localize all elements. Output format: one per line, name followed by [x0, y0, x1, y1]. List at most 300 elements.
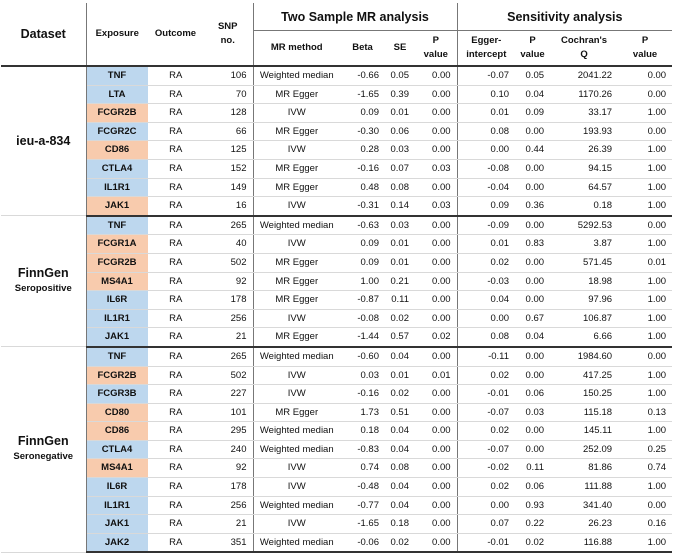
q-p-value-cell: 1.00	[618, 159, 672, 178]
mr-method-cell: Weighted median	[253, 216, 340, 235]
table-row	[1, 309, 672, 328]
cochrans-q-cell: 97.96	[550, 291, 618, 310]
se-cell: 0.14	[385, 197, 415, 216]
egger-intercept-cell: 0.07	[457, 515, 515, 534]
egger-p-value-cell: 0.67	[515, 309, 550, 328]
outcome-cell: RA	[148, 459, 203, 478]
snp-count-cell: 178	[203, 291, 253, 310]
table-row	[1, 272, 672, 291]
outcome-cell: RA	[148, 104, 203, 123]
egger-p-value-cell: 0.06	[515, 478, 550, 497]
cochrans-q-cell: 6.66	[550, 328, 618, 347]
snp-count-cell: 128	[203, 104, 253, 123]
p-value-cell: 0.00	[415, 478, 457, 497]
mr-method-cell: IVW	[253, 235, 340, 254]
snp-count-cell: 256	[203, 309, 253, 328]
mr-method-cell: MR Egger	[253, 122, 340, 141]
cochrans-q-cell: 571.45	[550, 253, 618, 272]
egger-intercept-cell: -0.02	[457, 459, 515, 478]
egger-intercept-cell: 0.09	[457, 197, 515, 216]
egger-intercept-cell: 0.01	[457, 235, 515, 254]
p-value-cell: 0.03	[415, 197, 457, 216]
se-cell: 0.04	[385, 422, 415, 441]
p-value-cell: 0.02	[415, 328, 457, 347]
beta-cell: 0.09	[340, 104, 385, 123]
cochrans-q-cell: 64.57	[550, 178, 618, 197]
egger-intercept-cell: 0.00	[457, 309, 515, 328]
egger-intercept-cell: -0.11	[457, 347, 515, 366]
egger-intercept-cell: -0.09	[457, 216, 515, 235]
mr-method-cell: MR Egger	[253, 85, 340, 104]
q-p-value-cell: 1.00	[618, 385, 672, 404]
exposure-cell: TNF	[86, 347, 148, 366]
mr-method-cell: MR Egger	[253, 159, 340, 178]
table-row	[1, 403, 672, 422]
cochrans-q-cell: 1984.60	[550, 347, 618, 366]
p-value-cell: 0.00	[415, 422, 457, 441]
exposure-cell: FCGR2C	[86, 122, 148, 141]
q-p-value-cell: 1.00	[618, 197, 672, 216]
snp-count-cell: 256	[203, 496, 253, 515]
mr-method-cell: IVW	[253, 515, 340, 534]
mr-method-cell: MR Egger	[253, 403, 340, 422]
egger-p-value-cell: 0.00	[515, 122, 550, 141]
dataset-name: ieu-a-834	[16, 133, 71, 148]
snp-count-cell: 502	[203, 253, 253, 272]
snp-count-cell: 265	[203, 347, 253, 366]
q-p-value-cell: 0.00	[618, 347, 672, 366]
dataset-name: FinnGen	[17, 265, 69, 280]
egger-intercept-cell: -0.03	[457, 272, 515, 291]
mr-method-cell: Weighted median	[253, 496, 340, 515]
p-value-cell: 0.00	[415, 440, 457, 459]
exposure-cell: CD80	[86, 403, 148, 422]
egger-intercept-cell: 0.02	[457, 253, 515, 272]
outcome-cell: RA	[148, 478, 203, 497]
egger-intercept-cell: 0.02	[457, 422, 515, 441]
snp-count-cell: 149	[203, 178, 253, 197]
exposure-cell: FCGR2B	[86, 253, 148, 272]
exposure-cell: JAK1	[86, 328, 148, 347]
egger-p-value-cell: 0.06	[515, 385, 550, 404]
q-p-value-cell: 0.25	[618, 440, 672, 459]
cochrans-q-cell: 81.86	[550, 459, 618, 478]
egger-intercept-cell: -0.01	[457, 385, 515, 404]
egger-p-value-cell: 0.44	[515, 141, 550, 160]
table-row	[1, 515, 672, 534]
header-outcome: Outcome	[148, 3, 203, 66]
snp-count-cell: 70	[203, 85, 253, 104]
outcome-cell: RA	[148, 66, 203, 85]
snp-count-cell: 295	[203, 422, 253, 441]
p-value-cell: 0.00	[415, 104, 457, 123]
beta-cell: 1.73	[340, 403, 385, 422]
exposure-cell: IL1R1	[86, 178, 148, 197]
q-p-value-cell: 1.00	[618, 478, 672, 497]
q-p-value-cell: 1.00	[618, 533, 672, 552]
q-p-value-cell: 1.00	[618, 235, 672, 254]
header-cochrans-q: Cochran's Q	[550, 31, 618, 67]
snp-count-cell: 227	[203, 385, 253, 404]
cochrans-q-cell: 116.88	[550, 533, 618, 552]
header-mr-group: Two Sample MR analysis	[253, 3, 457, 31]
snp-count-cell: 92	[203, 272, 253, 291]
egger-p-value-cell: 0.00	[515, 216, 550, 235]
p-value-cell: 0.00	[415, 533, 457, 552]
beta-cell: -0.66	[340, 66, 385, 85]
q-p-value-cell: 1.00	[618, 422, 672, 441]
egger-intercept-cell: -0.01	[457, 533, 515, 552]
q-p-value-cell: 1.00	[618, 178, 672, 197]
mr-method-cell: Weighted median	[253, 66, 340, 85]
table-row	[1, 253, 672, 272]
exposure-cell: JAK2	[86, 533, 148, 552]
egger-p-value-cell: 0.00	[515, 366, 550, 385]
q-p-value-cell: 0.00	[618, 66, 672, 85]
table-row	[1, 197, 672, 216]
table-row	[1, 291, 672, 310]
table-row	[1, 347, 672, 366]
snp-count-cell: 92	[203, 459, 253, 478]
cochrans-q-cell: 26.39	[550, 141, 618, 160]
q-p-value-cell: 0.00	[618, 85, 672, 104]
p-value-cell: 0.00	[415, 309, 457, 328]
outcome-cell: RA	[148, 159, 203, 178]
exposure-cell: FCGR2B	[86, 104, 148, 123]
beta-cell: 1.00	[340, 272, 385, 291]
exposure-cell: FCGR3B	[86, 385, 148, 404]
p-value-cell: 0.00	[415, 141, 457, 160]
egger-intercept-cell: -0.04	[457, 178, 515, 197]
exposure-cell: TNF	[86, 216, 148, 235]
egger-intercept-cell: 0.08	[457, 328, 515, 347]
mr-method-cell: Weighted median	[253, 422, 340, 441]
se-cell: 0.04	[385, 478, 415, 497]
cochrans-q-cell: 341.40	[550, 496, 618, 515]
cochrans-q-cell: 94.15	[550, 159, 618, 178]
mr-method-cell: Weighted median	[253, 440, 340, 459]
table-row	[1, 122, 672, 141]
beta-cell: -0.87	[340, 291, 385, 310]
exposure-cell: MS4A1	[86, 272, 148, 291]
mr-method-cell: IVW	[253, 197, 340, 216]
p-value-cell: 0.00	[415, 385, 457, 404]
se-cell: 0.11	[385, 291, 415, 310]
header-se: SE	[385, 31, 415, 67]
se-cell: 0.01	[385, 366, 415, 385]
outcome-cell: RA	[148, 328, 203, 347]
mr-method-cell: Weighted median	[253, 347, 340, 366]
snp-count-cell: 178	[203, 478, 253, 497]
outcome-cell: RA	[148, 178, 203, 197]
outcome-cell: RA	[148, 253, 203, 272]
q-p-value-cell: 0.00	[618, 496, 672, 515]
snp-count-cell: 351	[203, 533, 253, 552]
se-cell: 0.01	[385, 104, 415, 123]
egger-p-value-cell: 0.03	[515, 403, 550, 422]
outcome-cell: RA	[148, 216, 203, 235]
table-row	[1, 496, 672, 515]
q-p-value-cell: 0.01	[618, 253, 672, 272]
dataset-label	[1, 66, 86, 216]
egger-intercept-cell: -0.07	[457, 66, 515, 85]
cochrans-q-cell: 2041.22	[550, 66, 618, 85]
snp-count-cell: 502	[203, 366, 253, 385]
outcome-cell: RA	[148, 533, 203, 552]
header-exposure: Exposure	[86, 3, 148, 66]
se-cell: 0.02	[385, 309, 415, 328]
snp-count-cell: 101	[203, 403, 253, 422]
snp-count-cell: 240	[203, 440, 253, 459]
p-value-cell: 0.00	[415, 347, 457, 366]
q-p-value-cell: 1.00	[618, 309, 672, 328]
outcome-cell: RA	[148, 309, 203, 328]
egger-p-value-cell: 0.00	[515, 159, 550, 178]
egger-p-value-cell: 0.83	[515, 235, 550, 254]
p-value-cell: 0.00	[415, 272, 457, 291]
cochrans-q-cell: 0.18	[550, 197, 618, 216]
snp-count-cell: 125	[203, 141, 253, 160]
egger-p-value-cell: 0.00	[515, 272, 550, 291]
table-header	[1, 3, 672, 66]
egger-intercept-cell: 0.01	[457, 104, 515, 123]
table-body	[1, 66, 672, 552]
snp-count-cell: 21	[203, 328, 253, 347]
cochrans-q-cell: 150.25	[550, 385, 618, 404]
dataset-name: FinnGen	[17, 434, 69, 449]
outcome-cell: RA	[148, 141, 203, 160]
exposure-cell: LTA	[86, 85, 148, 104]
table-row	[1, 385, 672, 404]
q-p-value-cell: 1.00	[618, 104, 672, 123]
egger-intercept-cell: 0.00	[457, 496, 515, 515]
beta-cell: -1.65	[340, 85, 385, 104]
se-cell: 0.04	[385, 440, 415, 459]
exposure-cell: MS4A1	[86, 459, 148, 478]
snp-count-cell: 265	[203, 216, 253, 235]
beta-cell: -1.65	[340, 515, 385, 534]
egger-p-value-cell: 0.36	[515, 197, 550, 216]
outcome-cell: RA	[148, 422, 203, 441]
table-row	[1, 216, 672, 235]
se-cell: 0.02	[385, 385, 415, 404]
snp-count-cell: 21	[203, 515, 253, 534]
egger-p-value-cell: 0.09	[515, 104, 550, 123]
p-value-cell: 0.00	[415, 122, 457, 141]
snp-count-cell: 66	[203, 122, 253, 141]
p-value-cell: 0.00	[415, 66, 457, 85]
egger-p-value-cell: 0.04	[515, 328, 550, 347]
outcome-cell: RA	[148, 197, 203, 216]
q-p-value-cell: 1.00	[618, 272, 672, 291]
egger-intercept-cell: 0.04	[457, 291, 515, 310]
se-cell: 0.05	[385, 66, 415, 85]
mr-method-cell: IVW	[253, 309, 340, 328]
egger-intercept-cell: -0.07	[457, 440, 515, 459]
egger-intercept-cell: 0.08	[457, 122, 515, 141]
header-sensitivity-group: Sensitivity analysis	[457, 3, 672, 31]
se-cell: 0.07	[385, 159, 415, 178]
mr-method-cell: MR Egger	[253, 291, 340, 310]
p-value-cell: 0.00	[415, 235, 457, 254]
exposure-cell: IL6R	[86, 291, 148, 310]
beta-cell: 0.09	[340, 253, 385, 272]
beta-cell: -0.48	[340, 478, 385, 497]
egger-p-value-cell: 0.22	[515, 515, 550, 534]
outcome-cell: RA	[148, 440, 203, 459]
mr-method-cell: MR Egger	[253, 253, 340, 272]
exposure-cell: CTLA4	[86, 159, 148, 178]
beta-cell: -0.06	[340, 533, 385, 552]
p-value-cell: 0.00	[415, 515, 457, 534]
beta-cell: 0.48	[340, 178, 385, 197]
exposure-cell: FCGR1A	[86, 235, 148, 254]
egger-intercept-cell: 0.00	[457, 141, 515, 160]
egger-intercept-cell: -0.08	[457, 159, 515, 178]
exposure-cell: TNF	[86, 66, 148, 85]
beta-cell: -0.83	[340, 440, 385, 459]
egger-p-value-cell: 0.00	[515, 440, 550, 459]
egger-p-value-cell: 0.00	[515, 253, 550, 272]
dataset-subtype: Seronegative	[13, 451, 74, 463]
exposure-cell: CTLA4	[86, 440, 148, 459]
se-cell: 0.02	[385, 533, 415, 552]
cochrans-q-cell: 106.87	[550, 309, 618, 328]
p-value-cell: 0.00	[415, 253, 457, 272]
egger-p-value-cell: 0.93	[515, 496, 550, 515]
outcome-cell: RA	[148, 347, 203, 366]
egger-p-value-cell: 0.00	[515, 422, 550, 441]
beta-cell: -0.31	[340, 197, 385, 216]
table-row	[1, 422, 672, 441]
outcome-cell: RA	[148, 515, 203, 534]
table-row	[1, 85, 672, 104]
exposure-cell: IL6R	[86, 478, 148, 497]
table-row	[1, 159, 672, 178]
beta-cell: 0.03	[340, 366, 385, 385]
q-p-value-cell: 0.00	[618, 122, 672, 141]
se-cell: 0.08	[385, 459, 415, 478]
q-p-value-cell: 0.74	[618, 459, 672, 478]
exposure-cell: JAK1	[86, 515, 148, 534]
mr-results-table	[1, 3, 672, 553]
mr-method-cell: MR Egger	[253, 178, 340, 197]
egger-p-value-cell: 0.11	[515, 459, 550, 478]
beta-cell: -0.16	[340, 159, 385, 178]
header-dataset: Dataset	[1, 3, 86, 66]
outcome-cell: RA	[148, 291, 203, 310]
mr-method-cell: IVW	[253, 385, 340, 404]
mr-method-cell: IVW	[253, 141, 340, 160]
se-cell: 0.03	[385, 141, 415, 160]
egger-intercept-cell: 0.02	[457, 478, 515, 497]
outcome-cell: RA	[148, 366, 203, 385]
outcome-cell: RA	[148, 403, 203, 422]
se-cell: 0.01	[385, 253, 415, 272]
header-mr-method: MR method	[253, 31, 340, 67]
egger-p-value-cell: 0.02	[515, 533, 550, 552]
beta-cell: -0.60	[340, 347, 385, 366]
mr-method-cell: MR Egger	[253, 328, 340, 347]
q-p-value-cell: 1.00	[618, 366, 672, 385]
egger-p-value-cell: 0.00	[515, 178, 550, 197]
table-row	[1, 459, 672, 478]
q-p-value-cell: 1.00	[618, 141, 672, 160]
beta-cell: -0.30	[340, 122, 385, 141]
se-cell: 0.08	[385, 178, 415, 197]
egger-intercept-cell: 0.02	[457, 366, 515, 385]
beta-cell: -1.44	[340, 328, 385, 347]
cochrans-q-cell: 5292.53	[550, 216, 618, 235]
cochrans-q-cell: 3.87	[550, 235, 618, 254]
beta-cell: -0.77	[340, 496, 385, 515]
cochrans-q-cell: 145.11	[550, 422, 618, 441]
outcome-cell: RA	[148, 385, 203, 404]
cochrans-q-cell: 417.25	[550, 366, 618, 385]
p-value-cell: 0.00	[415, 496, 457, 515]
table-row	[1, 440, 672, 459]
header-egger-p-value: P value	[515, 31, 550, 67]
outcome-cell: RA	[148, 272, 203, 291]
p-value-cell: 0.00	[415, 291, 457, 310]
se-cell: 0.39	[385, 85, 415, 104]
beta-cell: 0.09	[340, 235, 385, 254]
outcome-cell: RA	[148, 235, 203, 254]
header-egger-intercept: Egger- intercept	[457, 31, 515, 67]
mr-method-cell: MR Egger	[253, 272, 340, 291]
table-row	[1, 366, 672, 385]
egger-intercept-cell: -0.07	[457, 403, 515, 422]
cochrans-q-cell: 115.18	[550, 403, 618, 422]
snp-count-cell: 152	[203, 159, 253, 178]
se-cell: 0.04	[385, 496, 415, 515]
exposure-cell: FCGR2B	[86, 366, 148, 385]
table-row	[1, 66, 672, 85]
egger-intercept-cell: 0.10	[457, 85, 515, 104]
table-row	[1, 328, 672, 347]
table-row	[1, 104, 672, 123]
dataset-label	[1, 216, 86, 347]
q-p-value-cell: 1.00	[618, 291, 672, 310]
se-cell: 0.04	[385, 347, 415, 366]
outcome-cell: RA	[148, 496, 203, 515]
cochrans-q-cell: 33.17	[550, 104, 618, 123]
cochrans-q-cell: 1170.26	[550, 85, 618, 104]
mr-method-cell: IVW	[253, 459, 340, 478]
exposure-cell: JAK1	[86, 197, 148, 216]
exposure-cell: IL1R1	[86, 309, 148, 328]
egger-p-value-cell: 0.00	[515, 291, 550, 310]
table-row	[1, 141, 672, 160]
cochrans-q-cell: 193.93	[550, 122, 618, 141]
snp-count-cell: 40	[203, 235, 253, 254]
mr-method-cell: IVW	[253, 478, 340, 497]
beta-cell: 0.28	[340, 141, 385, 160]
header-p-value: P value	[415, 31, 457, 67]
p-value-cell: 0.00	[415, 403, 457, 422]
beta-cell: 0.18	[340, 422, 385, 441]
mr-method-cell: Weighted median	[253, 533, 340, 552]
table-row	[1, 478, 672, 497]
exposure-cell: CD86	[86, 141, 148, 160]
egger-p-value-cell: 0.00	[515, 347, 550, 366]
se-cell: 0.01	[385, 235, 415, 254]
header-snp: SNP no.	[203, 3, 253, 66]
p-value-cell: 0.00	[415, 85, 457, 104]
se-cell: 0.06	[385, 122, 415, 141]
dataset-subtype: Seropositive	[14, 282, 72, 294]
beta-cell: -0.63	[340, 216, 385, 235]
